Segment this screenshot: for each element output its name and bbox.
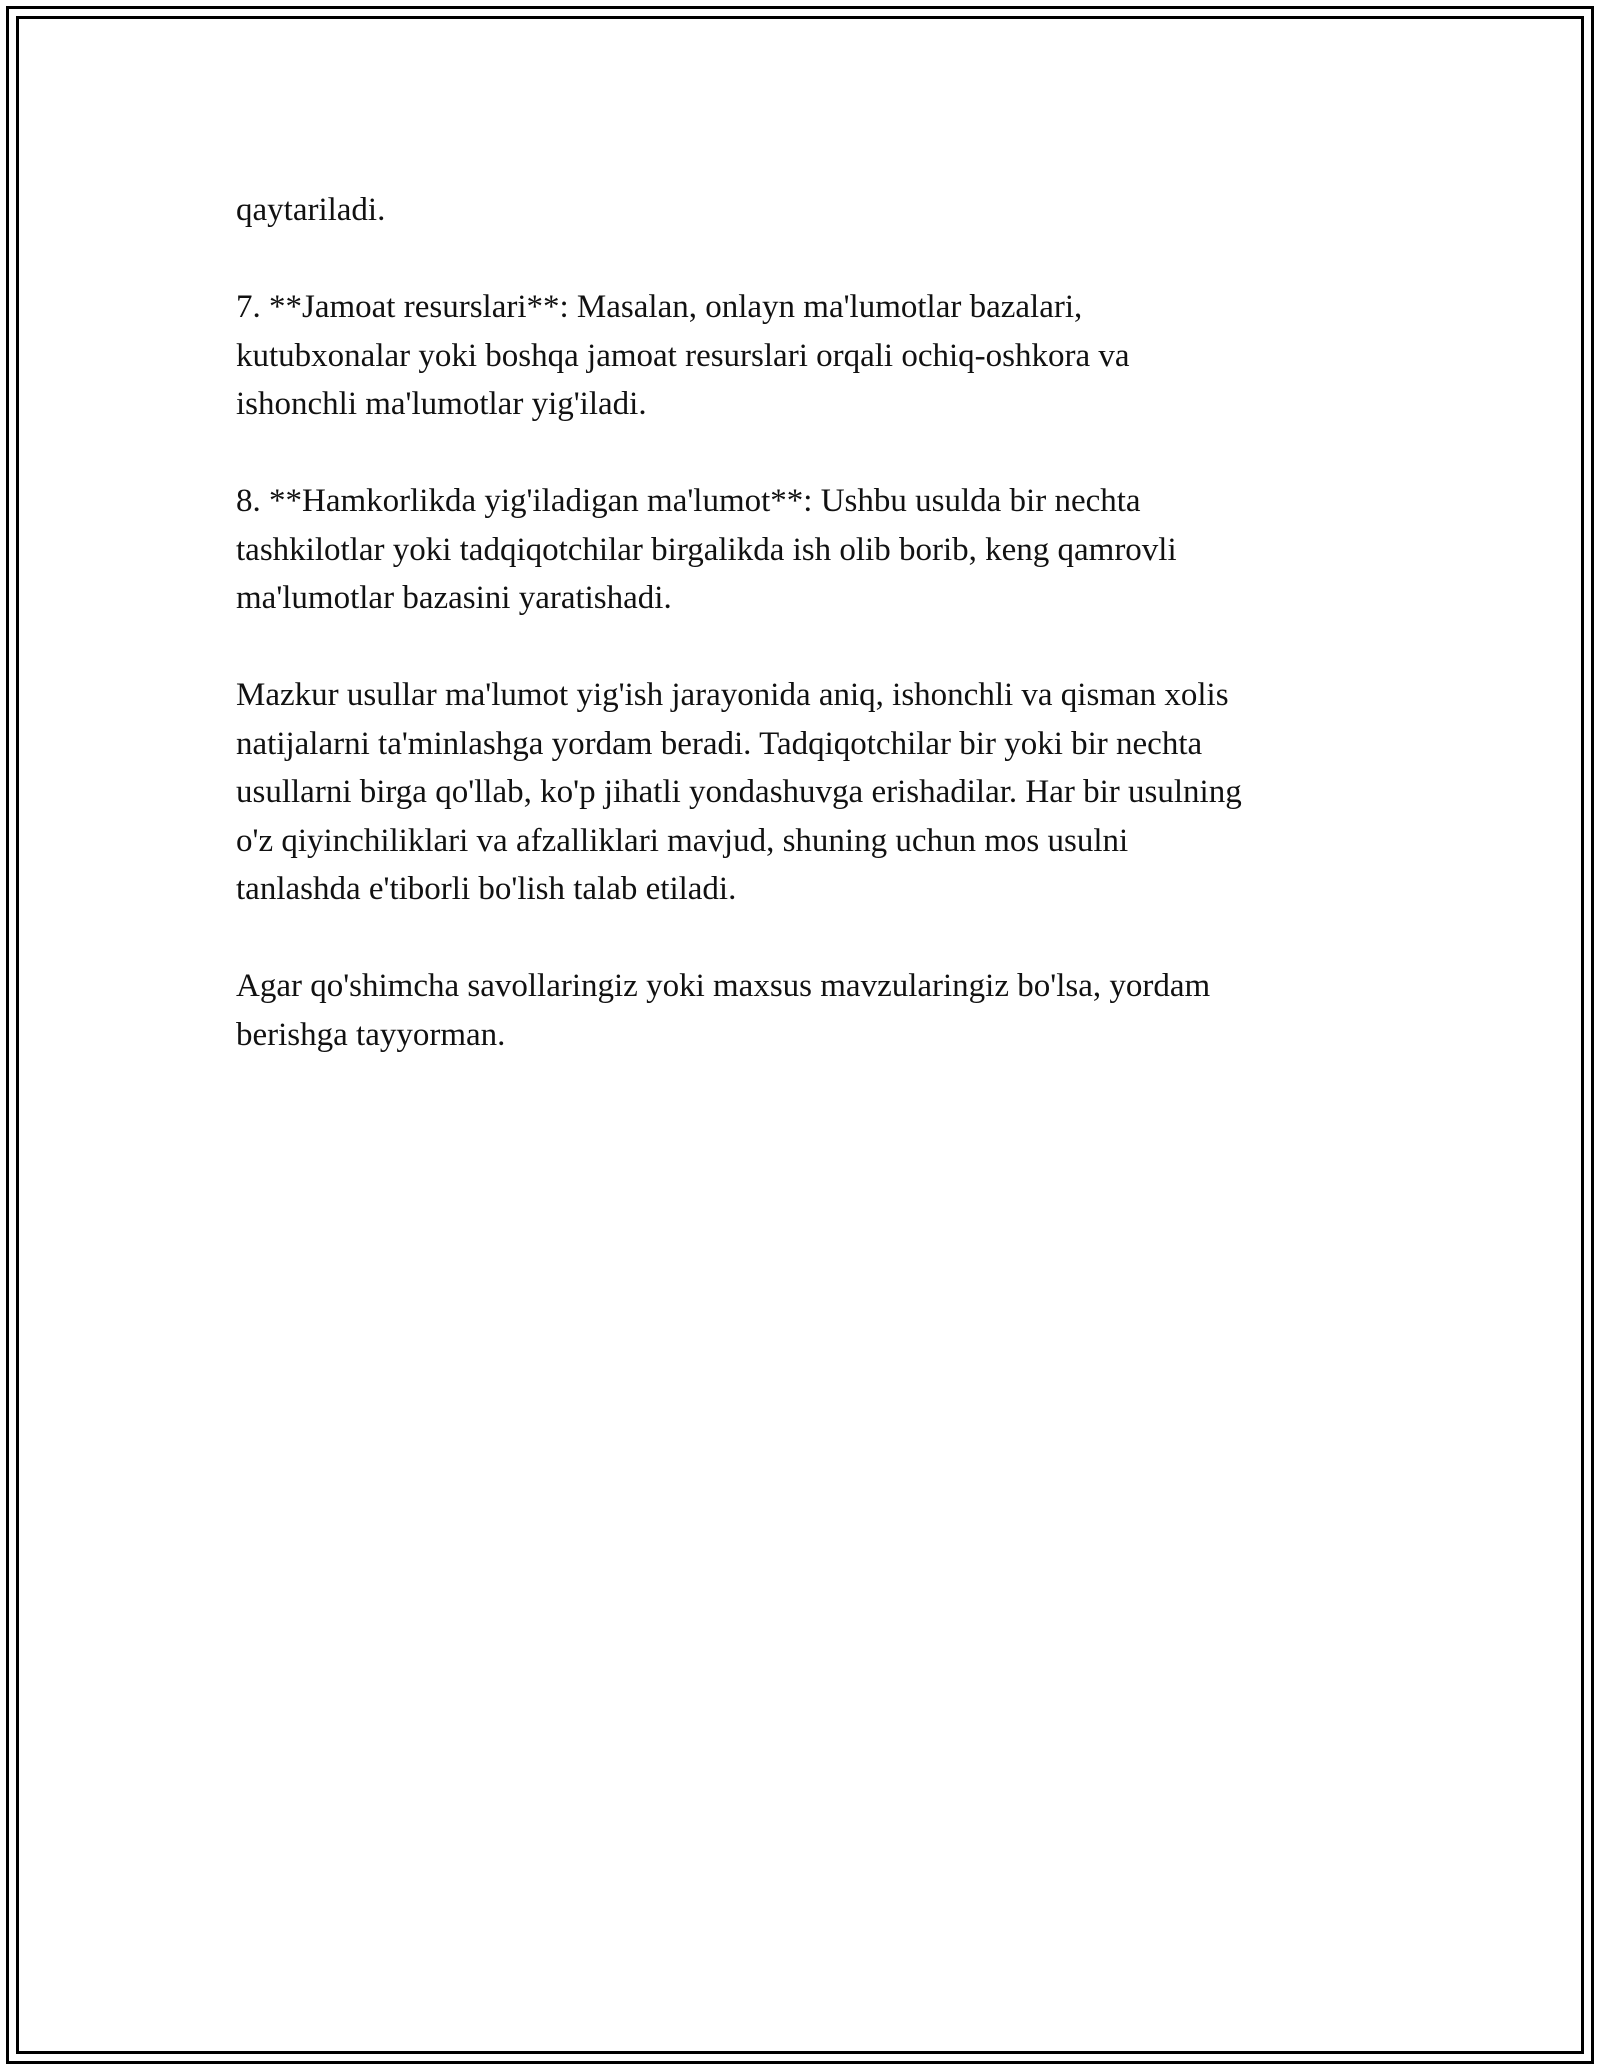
document-body [236, 186, 1376, 1108]
paragraph-summary: Mazkur usullar ma'lumot yig'ish jarayonida aniq, ishonchli va qisman xolis natijalarni ta'minlashga yordam beradi. Tadqiqotchilar bir yoki bir nechta usullarni birga qo'llab, ko'p jihatli yondashuvga erishadilar. Har bir usulning o'z qiyinchiliklari va afzalliklari mavjud, shuning uchun mos usulni tanlashda e'tiborli bo'lish talab etiladi. [236, 677, 1242, 907]
paragraph-item-7: 7. **Jamoat resurslari**: Masalan, onlayn ma'lumotlar bazalari, kutubxonalar yoki boshqa jamoat resurslari orqali ochiq-oshkora va ishonchli ma'lumotlar yig'iladi. [236, 289, 1130, 422]
paragraph-closing: Agar qo'shimcha savollaringiz yoki maxsus mavzularingiz bo'lsa, yordam berishga tayyorman. [236, 968, 1211, 1053]
paragraph-continuation: qaytariladi. [236, 192, 386, 228]
paragraph-item-8: 8. **Hamkorlikda yig'iladigan ma'lumot**: Ushbu usulda bir nechta tashkilotlar yoki tadqiqotchilar birgalikda ish olib borib, keng qamrovli ma'lumotlar bazasini yaratishadi. [236, 483, 1177, 616]
